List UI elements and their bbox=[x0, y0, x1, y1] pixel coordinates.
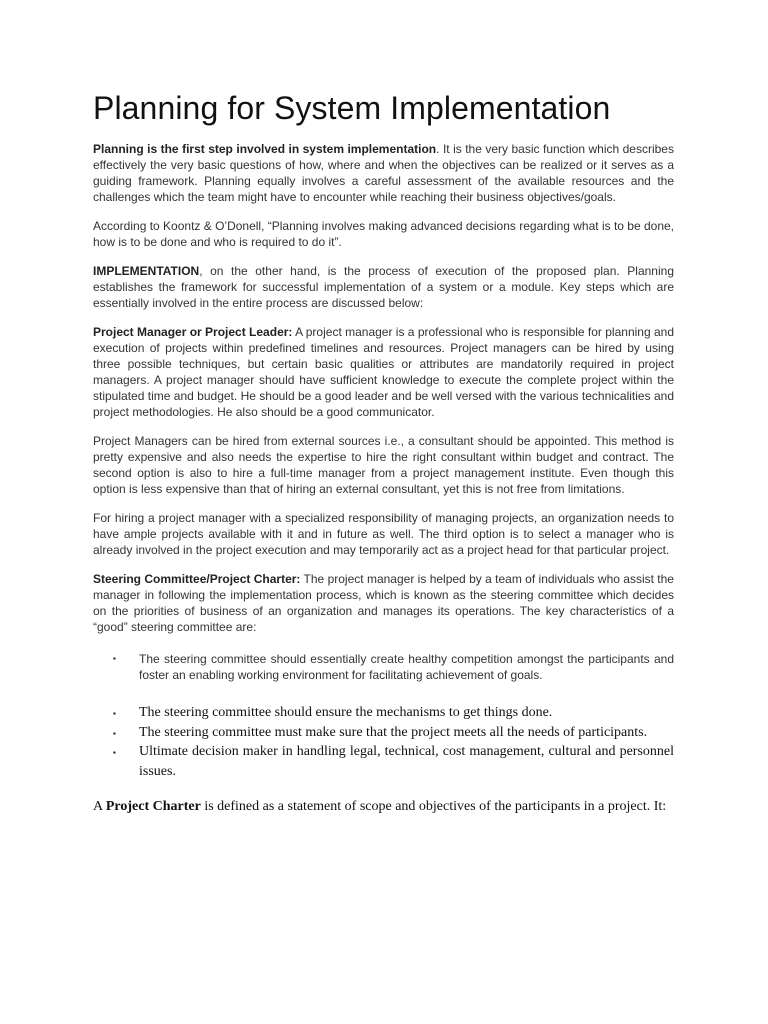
steering-committee-paragraph bbox=[93, 571, 674, 635]
list-item-text: The steering committee should essentially create healthy competition amongst the participants and foster an enabling working environment for facilitating achievement of goals. bbox=[139, 652, 674, 682]
koontz-quote-paragraph: According to Koontz & O’Donell, “Planning involves making advanced decisions regarding what is to be done, how is to be done and who is required to do it”. bbox=[93, 219, 675, 249]
page-title: Planning for System Implementation bbox=[93, 90, 611, 126]
list-item-text: Ultimate decision maker in handling legal, technical, cost management, cultural and personnel issues. bbox=[139, 744, 674, 779]
intro-text: . It is the very basic function which describes effectively the very basic questions of how, where and when the objectives can be realized or it serves as a guiding framework. Planning equally involves a careful assessment of the available resources and the challenges which the team might have to encounter while reaching their business objectives/goals. bbox=[93, 142, 674, 204]
hiring-options-paragraph: For hiring a project manager with a specialized responsibility of managing projects, an organization needs to have ample projects available with it and in future as well. The third option is to select a manager who is already involved in the project execution and may temporarily act as a project head for that particular project. bbox=[93, 511, 674, 557]
steering-characteristics-list-serif bbox=[93, 703, 674, 781]
document-body bbox=[93, 88, 674, 817]
project-charter-term: Project Charter bbox=[105, 799, 201, 814]
hiring-sources-paragraph: Project Managers can be hired from external sources i.e., a consultant should be appointed. This method is pretty expensive and also needs the expertise to hire the right consultant within budget and contract. The second option is also to hire a full-time manager from a project management institute. Even though this option is less expensive than that of hiring an external consultant, yet this is not free from limitations. bbox=[93, 434, 674, 496]
project-charter-paragraph bbox=[93, 797, 674, 817]
implementation-heading: IMPLEMENTATION bbox=[93, 264, 200, 278]
list-item bbox=[93, 742, 674, 781]
steering-committee-text: The project manager is helped by a team of individuals who assist the manager in following the implementation process, which is known as the steering committee which decides on the priorities of business of an organization and manages its operations. The key characteristics of a “good” steering committee are: bbox=[93, 572, 674, 634]
project-manager-paragraph bbox=[93, 324, 674, 420]
implementation-paragraph bbox=[93, 263, 674, 311]
intro-paragraph bbox=[93, 141, 674, 205]
steering-characteristics-list-sans bbox=[93, 651, 674, 683]
project-manager-text: A project manager is a professional who is responsible for planning and execution of projects within predefined timelines and resources. Project managers can be hired by using three possible techniques, but certain basic qualities or attributes are mandatorily required in project managers. A project manager should have sufficient knowledge to execute the complete project within the stipulated time and budget. He should be a good leader and be well versed with the various technicalities and project methodologies. He also should be a good communicator. bbox=[93, 325, 674, 419]
list-item-text: The steering committee should ensure the mechanisms to get things done. bbox=[139, 705, 553, 720]
list-item bbox=[93, 703, 674, 723]
square-bullet-icon: ▪ bbox=[113, 709, 116, 718]
project-charter-prefix: A bbox=[93, 799, 106, 814]
square-bullet-icon: ▪ bbox=[113, 748, 116, 757]
square-bullet-icon: ▪ bbox=[113, 728, 116, 738]
steering-committee-heading: Steering Committee/Project Charter: bbox=[93, 572, 301, 586]
list-item-text: The steering committee must make sure that the project meets all the needs of participants. bbox=[139, 724, 648, 740]
project-charter-text: is defined as a statement of scope and objectives of the participants in a project. It: bbox=[200, 799, 667, 814]
list-item bbox=[93, 723, 674, 743]
implementation-text: , on the other hand, is the process of execution of the proposed plan. Planning establishes the framework for successful implementation of a system or a module. Key steps which are essentially involved in the entire process are discussed below: bbox=[93, 264, 674, 310]
intro-bold-lead: Planning is the first step involved in system implementation bbox=[93, 142, 437, 156]
list-item bbox=[93, 651, 674, 683]
square-bullet-icon: ▪ bbox=[113, 654, 116, 663]
project-manager-heading: Project Manager or Project Leader: bbox=[93, 325, 293, 339]
